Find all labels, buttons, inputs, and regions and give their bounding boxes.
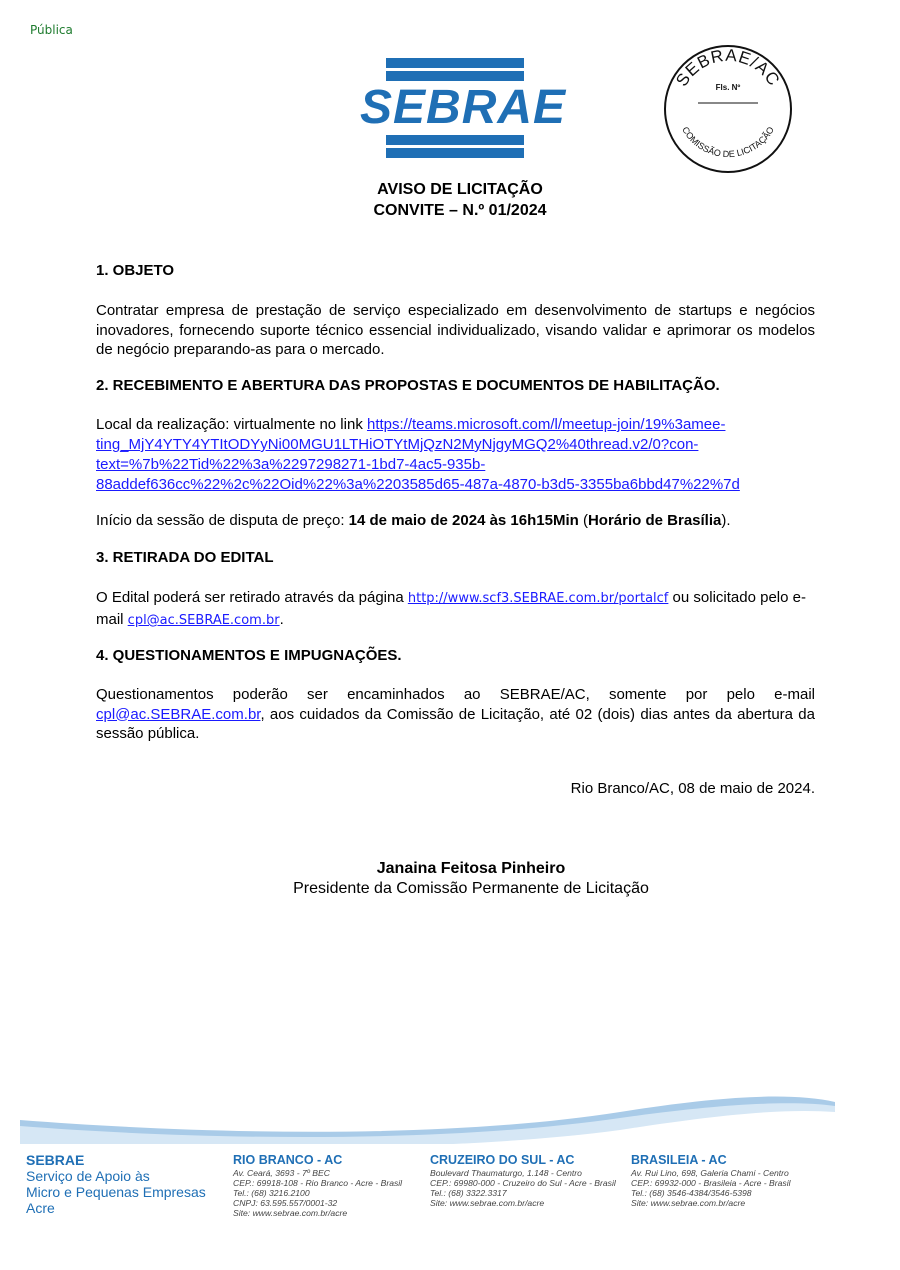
meeting-link-part-4[interactable]: 88addef636cc%22%2c%22Oid%22%3a%2203585d65-487a-4870-b3d5-3355ba6bbd47%22%7d	[96, 476, 740, 493]
session-timezone: Horário de Brasília	[587, 512, 722, 529]
office-line: CEP.: 69932-000 - Brasileia - Acre - Brasil	[631, 1178, 791, 1188]
office-line: Site: www.sebrae.com.br/acre	[430, 1198, 545, 1208]
stamp-center-text: Fls. Nº	[715, 83, 741, 92]
office-line: Tel.: (68) 3546-4384/3546-5398	[631, 1188, 752, 1198]
footer-organization	[26, 1152, 206, 1216]
section-3-mid: ou solicitado pelo e-mail	[96, 589, 806, 628]
footer-org-name: SEBRAE	[26, 1152, 85, 1168]
footer-office-rio-branco	[233, 1153, 402, 1218]
meeting-link-part-1[interactable]: https://teams.microsoft.com/l/meetup-join/19%3amee-	[366, 416, 726, 433]
document-title: AVISO DE LICITAÇÃO	[377, 181, 543, 198]
office-line: Av. Ceará, 3693 - 7º BEC	[233, 1168, 330, 1178]
session-end: ).	[721, 512, 731, 529]
footer-org-line: Micro e Pequenas Empresas	[26, 1184, 206, 1200]
section-3-prefix: O Edital poderá ser retirado através da página	[96, 589, 408, 606]
section-4-heading: 4. QUESTIONAMENTOS E IMPUGNAÇÕES.	[96, 647, 402, 664]
signatory-name: Janaina Feitosa Pinheiro	[376, 860, 566, 877]
section-2-heading: 2. RECEBIMENTO E ABERTURA DAS PROPOSTAS E DOCUMENTOS DE HABILITAÇÃO.	[96, 377, 720, 394]
office-line: Site: www.sebrae.com.br/acre	[631, 1198, 746, 1208]
stamp-top-text: SEBRAE/AC	[672, 45, 784, 90]
classification-label: Pública	[30, 23, 73, 37]
footer-office-cruzeiro-do-sul	[430, 1153, 616, 1208]
office-name: CRUZEIRO DO SUL - AC	[430, 1153, 575, 1167]
section-1-body: Contratar empresa de prestação de serviço especializado em desenvolvimento de startups e negócios inovadores, fornecendo suporte técnico essencial individualizado, visando validar e aprimorar os modelos de negócio preparando-as para o mercado.	[96, 302, 815, 358]
office-line: Site: www.sebrae.com.br/acre	[233, 1208, 348, 1218]
office-line: CEP.: 69918-108 - Rio Branco - Acre - Brasil	[233, 1178, 403, 1188]
section-4-body	[96, 685, 815, 744]
section-1-heading: 1. OBJETO	[96, 262, 175, 279]
footer-wave	[20, 1082, 835, 1144]
office-line: Av. Rui Lino, 698, Galeria Chami - Centro	[631, 1168, 789, 1178]
section-3-heading: 3. RETIRADA DO EDITAL	[96, 549, 274, 566]
meeting-link-part-2[interactable]: ting_MjY4YTY4YTItODYyNi00MGU1LTHiOTYtMjQzN2MyNjgyMGQ2%40thread.v2/0?con-	[96, 436, 699, 453]
logo-text: SEBRAE	[360, 81, 567, 134]
office-name: BRASILEIA - AC	[631, 1153, 727, 1167]
office-line: CEP.: 69980-000 - Cruzeiro do Sul - Acre - Brasil	[430, 1178, 616, 1188]
section-3-end: .	[279, 611, 284, 628]
meeting-link-line-1	[96, 415, 815, 435]
session-prefix: Início da sessão de disputa de preço:	[96, 512, 349, 529]
meeting-location	[96, 415, 815, 495]
section-4-end: , aos cuidados da Comissão de Licitação, até 02 (dois) dias antes da abertura da sessão pública.	[96, 705, 815, 742]
office-line: Tel.: (68) 3216.2100	[233, 1188, 310, 1198]
logo-bar-bottom	[386, 148, 524, 158]
email-link[interactable]: cpl@ac.SEBRAE.com.br	[127, 613, 280, 628]
session-date: 14 de maio de 2024 às 16h15Min	[348, 512, 579, 529]
office-line: Tel.: (68) 3322.3317	[430, 1188, 507, 1198]
section-3-body	[96, 587, 815, 631]
session-start	[96, 511, 815, 531]
footer-org-line: Acre	[26, 1200, 55, 1216]
meeting-link-part-3[interactable]: text=%7b%22Tid%22%3a%2297298271-1bd7-4ac5-935b-	[96, 456, 486, 473]
stamp-seal	[662, 43, 794, 175]
footer-org-line: Serviço de Apoio às	[26, 1168, 150, 1184]
stamp-bottom-text: COMISSÃO DE LICITAÇÃO	[680, 124, 776, 160]
office-line: CNPJ: 63.595.557/0001-32	[233, 1198, 338, 1208]
document-subtitle: CONVITE – N.º 01/2024	[373, 202, 547, 219]
office-line: Boulevard Thaumaturgo, 1.148 - Centro	[430, 1168, 582, 1178]
place-and-date: Rio Branco/AC, 08 de maio de 2024.	[570, 780, 815, 797]
signatory-role: Presidente da Comissão Permanente de Licitação	[293, 880, 649, 897]
logo-bar-lower	[386, 135, 524, 145]
logo-bar-top	[386, 58, 524, 68]
sebrae-logo	[360, 58, 567, 158]
logo-bar-upper	[386, 71, 524, 81]
section-4-email-link[interactable]: cpl@ac.SEBRAE.com.br	[96, 705, 261, 723]
location-prefix: Local da realização: virtualmente no link	[96, 416, 367, 433]
section-4-prefix: Questionamentos poderão ser encaminhados ao SEBRAE/AC, somente por pelo e-mail	[96, 686, 815, 703]
footer-office-brasileia	[631, 1153, 791, 1208]
office-name: RIO BRANCO - AC	[233, 1153, 343, 1167]
session-mid: (	[578, 512, 588, 529]
portal-link[interactable]: http://www.scf3.SEBRAE.com.br/portalcf	[407, 591, 669, 606]
